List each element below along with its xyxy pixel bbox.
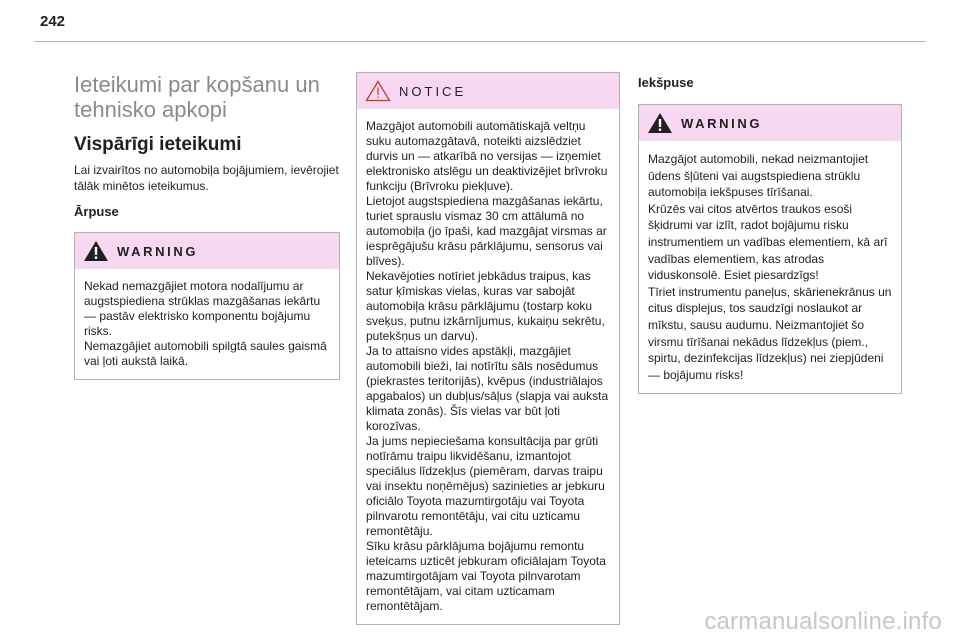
column-middle (356, 72, 620, 625)
notice-box (356, 72, 620, 625)
intro-text: Lai izvairītos no automobiļa bojājumiem, ievērojiet tālāk minētos ieteikumus. (74, 163, 339, 193)
subsection-interior: Iekšpuse (638, 75, 694, 90)
notice-triangle-icon (365, 80, 391, 102)
warning-box-exterior (74, 232, 340, 380)
section-title: Vispārīgi ieteikumi (74, 134, 242, 155)
warning-triangle-icon (647, 112, 673, 134)
warning-text: Mazgājot automobili, nekad neizmantojiet ūdens šļūteni vai augstspiediena strūklu automobiļa iekšpuses tīrīšanai. Krūzēs vai citos atvērtos traukos esoši šķidrumi var izlīt, radot bojājumu risku instrumentiem un vadības elementiem, kā arī vadības elementiem, kas atrodas viduskonsolē. Esiet piesardzīgs! Tīriet instrumentu paneļus, skārienekrānus un citus displejus, tos saudzīgi noslaukot ar mīkstu, sausu audumu. Neizmantojiet šo virsmu tīrīšanai nekādus līdzekļus (piem., spirtu, dezinfekcijas līdzekļus) nei ziepjūdeni — bojājumu risks! (648, 152, 892, 382)
notice-text: Mazgājot automobili automātiskajā veltņu suku automazgātavā, noteikti aizslēdziet durvis un — atkarībā no versijas — izņemiet elektronisko atslēgu un deaktivizējiet brīvroku funkciju (Brīvroku piekļuve). Lietojot augstspiediena mazgāšanas iekārtu, turiet sprauslu vismaz 30 cm attālumā no automobiļa (jo īpaši, kad mazgājat virsmas ar iesprēgājušu krāsu pārklājumu, sensorus vai blīves). Nekavējoties notīriet jebkādus traipus, kas satur ķīmiskas vielas, kuras var sabojāt automobiļa krāsu pārklājumu (tostarp koku sveķus, putnu izkārnījumus, kukaiņu sekrētu, putekšņus un darvu). Ja to attaisno vides apstākļi, mazgājiet automobili bieži, lai notīrītu sāls nosēdumus (piekrastes teritorijās), kvēpus (industriālajos apgabalos) un dubļus/sāļus (slapja vai auksta klimata zonās). Šīs vielas var būt ļoti korozīvas. Ja jums nepieciešama konsultācija par grūti notīrāmu traipu likvidēšanu, izmantojot speciālus līdzekļus (piemēram, darvas traipu vai insektu noņēmējus) sazinieties ar jebkuru oficiālo Toyota mazumtirgotāju vai Toyota pilnvarotu remontētāju, vai citu uzticamu remontētāju. Sīku krāsu pārklājuma bojājumu remontu ieteicams uzticēt jebkuram oficiālajam Toyota mazumtirgotājam vai Toyota pilnvarotam remontētājam, vai citam uzticamam remontētājam. (366, 119, 609, 613)
page-title: Ieteikumi par kopšanu un tehnisko apkopi (74, 72, 320, 122)
warning-header (639, 105, 901, 141)
page-number: 242 (40, 13, 66, 30)
column-left (74, 72, 340, 380)
warning-triangle-icon (83, 240, 109, 262)
subsection-exterior: Ārpuse (74, 204, 119, 219)
warning-header (75, 233, 339, 269)
notice-label: NOTICE (399, 83, 467, 99)
warning-text: Nekad nemazgājiet motora nodalījumu ar augstspiediena strūklas mazgāšanas iekārtu — pastāv elektrisko komponentu bojājumu risks. Nemazgājiet automobili spilgtā saules gaismā vai ļoti aukstā laikā. (84, 279, 327, 368)
warning-label: WARNING (117, 243, 199, 259)
watermark: carmanualsonline.info (704, 608, 942, 635)
top-divider (34, 41, 926, 42)
warning-box-interior (638, 104, 902, 394)
notice-header (357, 73, 619, 109)
warning-label: WARNING (681, 115, 763, 131)
column-right (638, 72, 902, 394)
